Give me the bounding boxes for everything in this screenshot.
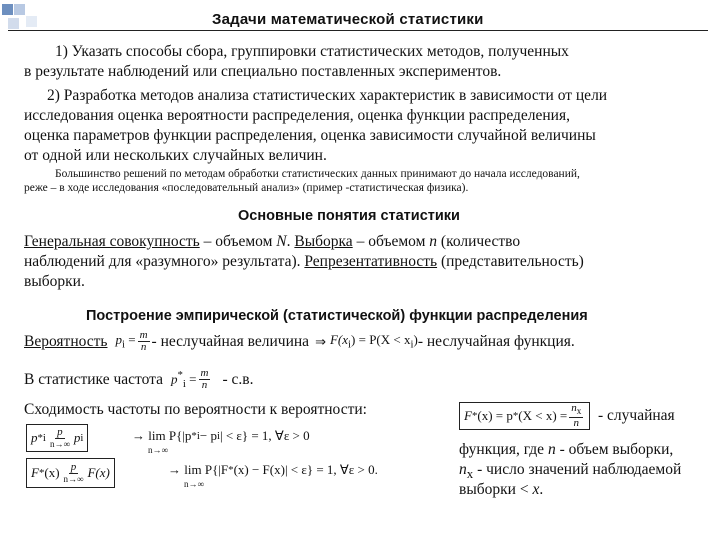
header-divider (8, 30, 708, 31)
random-label: - случайная (598, 407, 675, 424)
implies-symbol: ⇒ (315, 333, 326, 349)
probability-row: Вероятность $p_i$ = $\frac{m}{n}$ - неслучайная величина ⇒ $F(x_i) = P(X < x_i)$ - неслучайная функция. (24, 329, 575, 353)
freq-fraction: $\frac{m}{n}$ (200, 367, 209, 391)
decor-square-4 (8, 18, 19, 29)
concepts-heading: Основные понятия статистики (238, 208, 460, 224)
function-desc-1: функция, где n - объем выборки, (459, 441, 674, 458)
term-representativeness: Репрезентативность (304, 253, 438, 270)
function-desc-3: выборки < x. (459, 481, 544, 498)
intro-line-2: в результате наблюдений или специально поставленных экспериментов. (24, 63, 502, 80)
intro-line-1: 1) Указать способы сбора, группировки статистических методов, полученных (55, 43, 569, 60)
convergence-box-1: p * i $\frac{p}{n\to\infty}$ p i (26, 424, 88, 452)
intro-line-4: исследования оценка вероятности распределения, оценка функции распределения, (24, 107, 570, 124)
concepts-line-3: выборки. (24, 273, 85, 290)
frequency-row: В статистике частота $p^*_i$ = $\frac{m}{n}$ - с.в. (24, 367, 254, 391)
term-general-population: Генеральная совокупность (24, 233, 200, 250)
convergence-text: Сходимость частоты по вероятности к вероятности: (24, 401, 367, 418)
empirical-function-box: F * (x) = p * (X < x) = $\frac{n_x}{n}$ (459, 402, 590, 430)
decor-square-2 (14, 4, 25, 15)
concepts-line-2: наблюдений для «разумного» результата). Репрезентативность (представительность) (24, 253, 584, 270)
lim-sub-1: n→∞ (148, 445, 168, 455)
page-title: Задачи математической статистики (212, 11, 484, 28)
convergence-limit-1: → lim P{|p * i − p i | < ε} = 1, ∀ε > 0 (132, 428, 310, 443)
intro-line-6: от одной или нескольких случайных величин. (24, 147, 327, 164)
concepts-line-1: Генеральная совокупность – объемом N. Выборка – объемом n (количество (24, 233, 521, 250)
intro-line-5: оценка параметров функции распределения, оценка зависимости случайной величины (24, 127, 596, 144)
m-over-n-fraction: $\frac{m}{n}$ (139, 329, 148, 353)
term-probability: Вероятность (24, 332, 108, 350)
convergence-limit-2: → lim P{|F * (x) − F(x)| < ε} = 1, ∀ε > 0. (168, 462, 378, 477)
note-line-1: Большинство решений по методам обработки статистических данных принимают до начала исследований, (55, 168, 580, 180)
function-desc-2: $n_x$ - число значений наблюдаемой (459, 461, 682, 482)
lim-sub-2: n→∞ (184, 479, 204, 489)
decor-square-3 (26, 16, 37, 27)
convergence-box-2: F * (x) $\frac{p}{n\to\infty}$ F(x) (26, 458, 115, 488)
note-line-2: реже – в ходе исследования «последовательный анализ» (пример -статистическая физика). (24, 182, 469, 194)
empirical-heading: Построение эмпирической (статистической) функции распределения (86, 308, 588, 324)
intro-line-3: 2) Разработка методов анализа статистических характеристик в зависимости от цели (47, 87, 608, 104)
decor-square-1 (2, 4, 13, 15)
term-sample: Выборка (294, 233, 353, 250)
